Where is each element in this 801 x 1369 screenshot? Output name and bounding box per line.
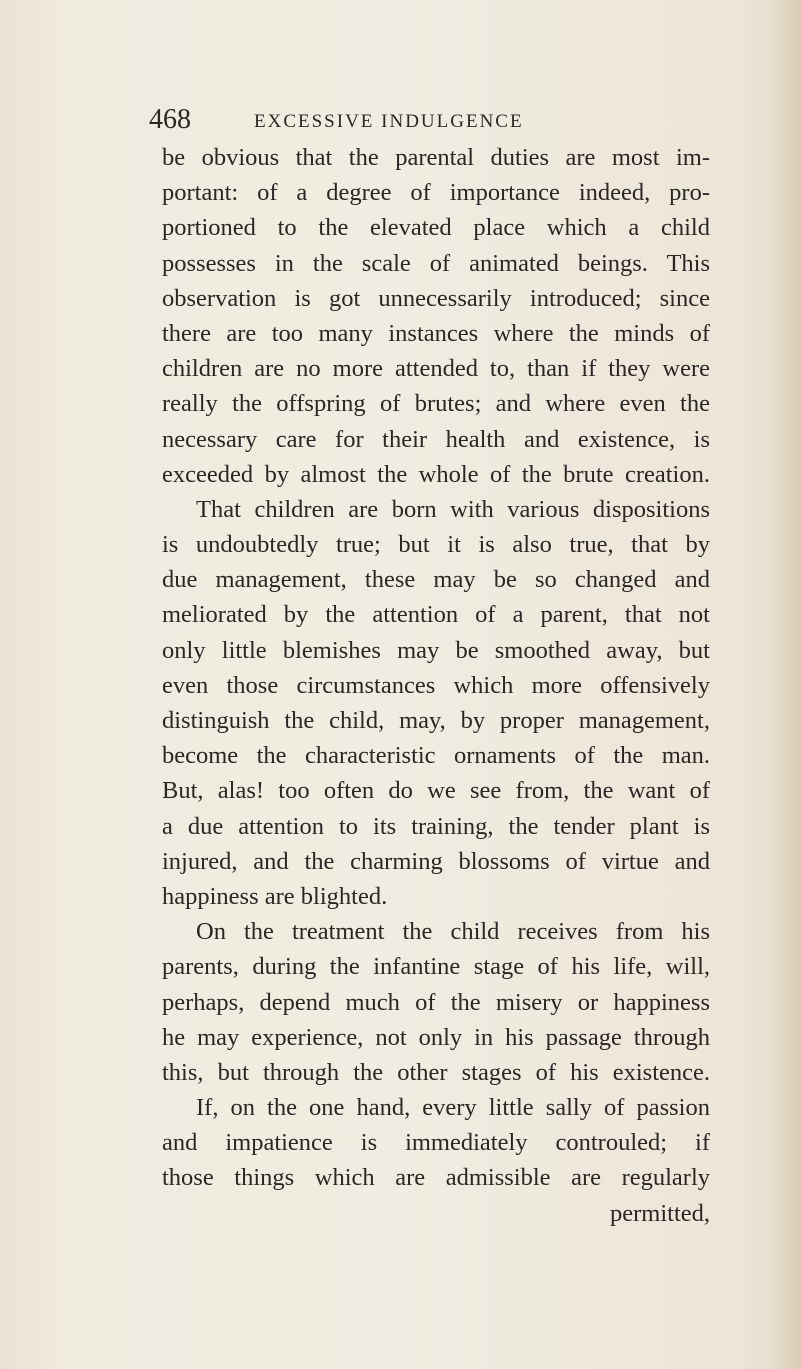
text-line: exceeded by almost the whole of the brute creation. bbox=[162, 460, 710, 488]
running-head bbox=[149, 104, 772, 140]
text-line: a due attention to its training, the tender plant is bbox=[162, 812, 710, 840]
text-line: happiness are blighted. bbox=[162, 882, 388, 910]
text-line: is undoubtedly true; but it is also true, that by bbox=[162, 531, 710, 559]
text-line: really the offspring of brutes; and where even the bbox=[162, 390, 710, 418]
text-line: portioned to the elevated place which a child bbox=[162, 214, 710, 242]
text-line: portant: of a degree of importance indeed, pro- bbox=[162, 179, 710, 207]
text-line: injured, and the charming blossoms of virtue and bbox=[162, 847, 710, 875]
text-line: On the treatment the child receives from his bbox=[196, 918, 710, 946]
text-line: necessary care for their health and existence, is bbox=[162, 425, 710, 453]
text-line: observation is got unnecessarily introduced; since bbox=[162, 284, 710, 312]
text-line: this, but through the other stages of his existence. bbox=[162, 1058, 710, 1086]
text-line: possesses in the scale of animated beings. This bbox=[162, 249, 710, 277]
text-line: If, on the one hand, every little sally of passion bbox=[196, 1094, 710, 1122]
text-line: and impatience is immediately controuled; if bbox=[162, 1129, 710, 1157]
text-line: meliorated by the attention of a parent, that not bbox=[162, 601, 710, 629]
text-line: due management, these may be so changed and bbox=[162, 566, 710, 594]
text-line: parents, during the infantine stage of his life, will, bbox=[162, 953, 710, 981]
page-number: 468 bbox=[149, 104, 191, 135]
body-text bbox=[162, 140, 710, 1231]
running-title: EXCESSIVE INDULGENCE bbox=[254, 111, 524, 132]
catchword: permitted, bbox=[609, 1199, 710, 1227]
text-line: those things which are admissible are regularly bbox=[162, 1164, 710, 1192]
text-line: only little blemishes may be smoothed away, but bbox=[162, 636, 710, 664]
text-line: That children are born with various dispositions bbox=[196, 495, 710, 523]
text-line: distinguish the child, may, by proper management, bbox=[162, 707, 710, 734]
text-line: become the characteristic ornaments of the man. bbox=[162, 742, 710, 770]
text-line: be obvious that the parental duties are most im- bbox=[162, 144, 710, 171]
text-line: there are too many instances where the minds of bbox=[162, 319, 710, 347]
text-line: children are no more attended to, than if they were bbox=[162, 355, 710, 383]
text-line: perhaps, depend much of the misery or happiness bbox=[162, 988, 710, 1016]
page-edge-shading bbox=[771, 0, 801, 1369]
text-line: he may experience, not only in his passage through bbox=[162, 1023, 710, 1051]
text-line: even those circumstances which more offensively bbox=[162, 671, 710, 699]
text-line: But, alas! too often do we see from, the want of bbox=[162, 777, 710, 805]
